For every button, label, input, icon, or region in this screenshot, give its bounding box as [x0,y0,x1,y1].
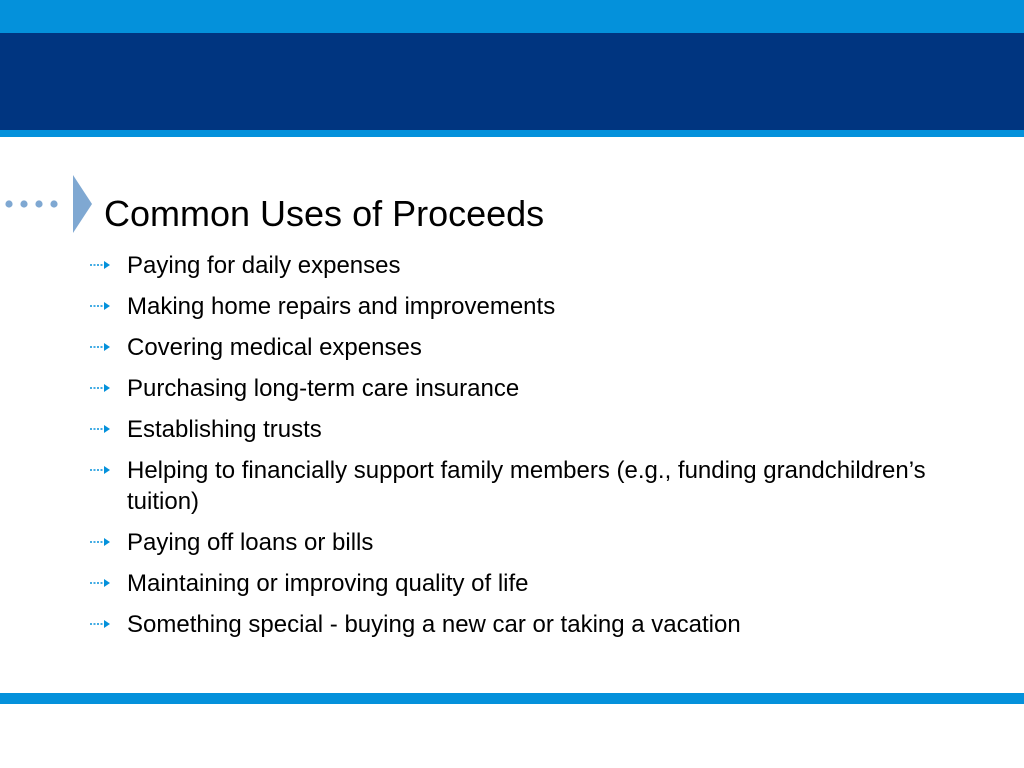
dashed-arrow-icon [88,568,127,599]
marker-dot [5,200,12,207]
dashed-arrow-icon [88,609,127,640]
list-item [88,250,968,281]
bullet-list [88,250,968,650]
dashed-arrow-icon [88,455,127,486]
bullet-text: Covering medical expenses [127,334,422,361]
dashed-arrow-icon [88,414,127,445]
bullet-text: Purchasing long-term care insurance [127,375,520,402]
bullet-text: Paying for daily expenses [127,252,401,279]
bullet-text: Making home repairs and improvements [127,293,556,320]
list-item [88,291,968,322]
list-item [88,332,968,363]
footer-band [0,693,1024,704]
bullet-text: Maintaining or improving quality of life [127,570,529,597]
dashed-arrow-icon [88,332,127,363]
list-item [88,373,968,404]
dashed-arrow-icon [88,250,127,281]
marker-dot [35,200,42,207]
list-item [88,609,968,640]
marker-chevron [73,175,92,233]
marker-dot [20,200,27,207]
dashed-arrow-icon [88,373,127,404]
list-item [88,455,968,517]
dotted-arrow-icon [0,172,100,236]
header-band-bottom [0,130,1024,137]
slide-title: Common Uses of Proceeds [104,193,545,234]
header-band-top [0,0,1024,33]
bullet-text: Establishing trusts [127,416,322,443]
marker-dot [50,200,57,207]
dashed-arrow-icon [88,291,127,322]
bullet-text: Helping to financially support family members (e.g., funding grandchildren’s tuition) [127,457,926,515]
dashed-arrow-icon [88,527,127,558]
bullet-text: Something special - buying a new car or taking a vacation [127,611,741,638]
header-band-main [0,33,1024,130]
list-item [88,414,968,445]
list-item [88,568,968,599]
bullet-text: Paying off loans or bills [127,529,374,556]
list-item [88,527,968,558]
